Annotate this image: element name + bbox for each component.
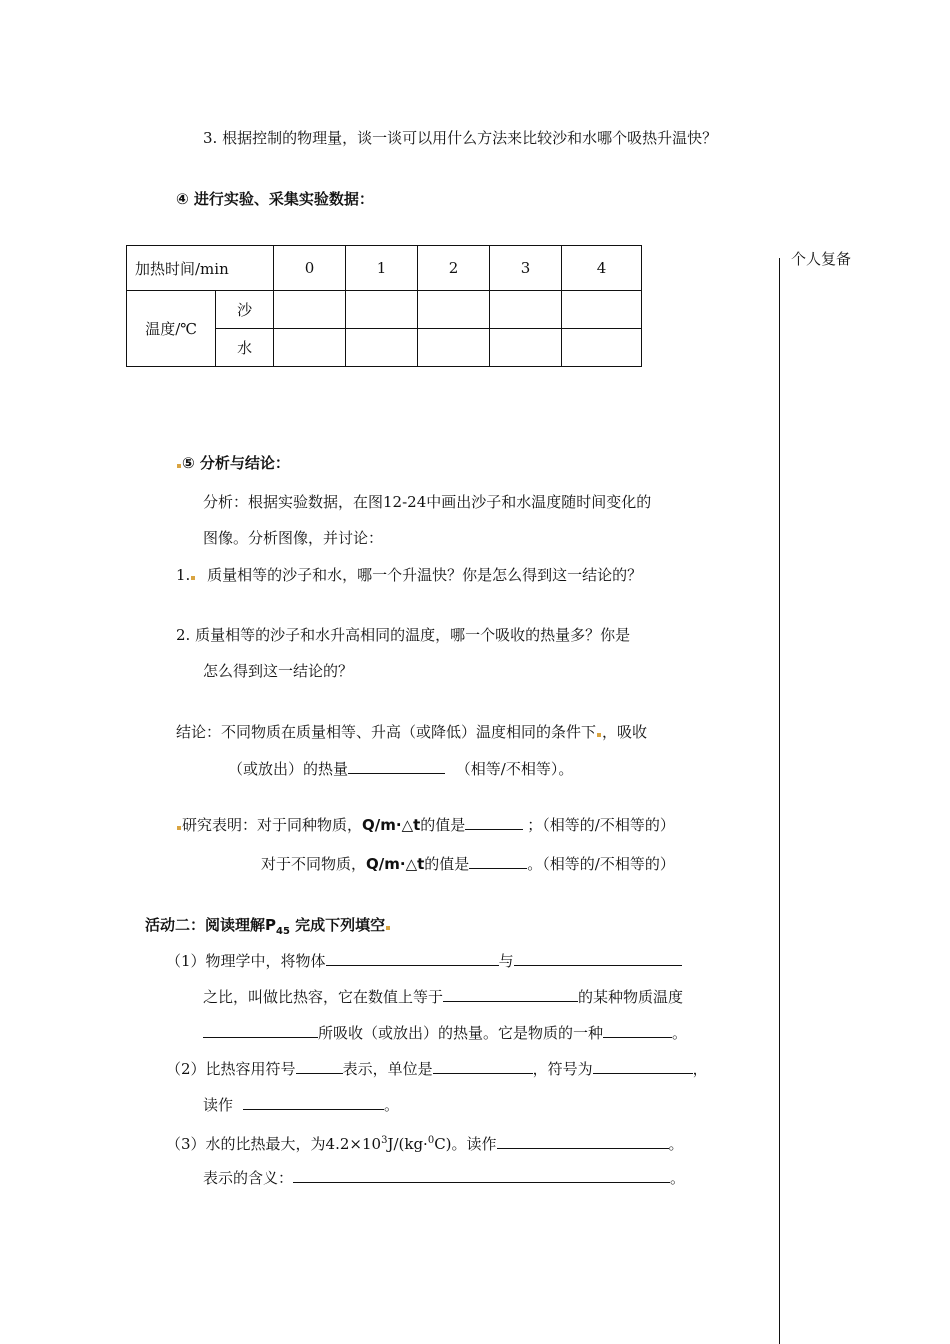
activity-2-title: 活动二：阅读理解$P_{45}$ 完成下列填空 xyxy=(145,915,391,942)
fill-3-line-1: （3）水的比热最大，为$4.2\times 10^3J/(kg\cdot^0C)$。读作 。 xyxy=(166,1135,684,1153)
blank-field[interactable] xyxy=(469,854,527,869)
analysis-line-2: 图像。分析图像，并讨论： xyxy=(203,529,384,547)
blank-field[interactable] xyxy=(603,1023,672,1038)
table-temp-label: 温度/℃ xyxy=(127,291,216,367)
question-2-line-2: 怎么得到这一结论的？ xyxy=(203,662,354,680)
table-cell xyxy=(274,291,346,329)
table-time-1: 1 xyxy=(346,246,418,291)
table-row-water: 水 xyxy=(216,329,274,367)
question-3: 3. 根据控制的物理量，谈一谈可以用什么方法来比较沙和水哪个吸热升温快？ xyxy=(203,129,718,147)
table-cell xyxy=(562,291,642,329)
table-cell xyxy=(346,329,418,367)
sidebar-label: 个人复备 xyxy=(791,250,852,268)
edit-mark-icon xyxy=(177,826,181,830)
blank-field[interactable] xyxy=(443,987,578,1002)
blank-field[interactable] xyxy=(497,1134,669,1149)
step4-title: ④ 进行实验、采集实验数据： xyxy=(176,190,374,208)
edit-mark-icon xyxy=(191,576,195,580)
fill-2-line-1: （2）比热容用符号 表示，单位是 ，符号为 ， xyxy=(166,1060,708,1078)
data-table xyxy=(126,245,642,367)
table-cell xyxy=(418,291,490,329)
blank-field[interactable] xyxy=(433,1059,533,1074)
fill-1-line-3: 所吸收（或放出）的热量。它是物质的一种 。 xyxy=(203,1023,687,1043)
blank-field[interactable] xyxy=(293,1168,670,1183)
question-1: 1. 质量相等的沙子和水，哪一个升温快？你是怎么得到这一结论的？ xyxy=(176,566,643,584)
research-line-2: 对于不同物质，Q/m·△t的值是 。（相等的/不相等的） xyxy=(261,855,675,873)
analysis-line-1: 分析：根据实验数据，在图12-24中画出沙子和水温度随时间变化的 xyxy=(203,493,652,511)
blank-field[interactable] xyxy=(348,759,445,774)
table-cell xyxy=(490,291,562,329)
fill-1-line-1: （1）物理学中，将物体 与 xyxy=(166,951,682,971)
table-header-label: 加热时间/min xyxy=(127,246,274,291)
table-time-2: 2 xyxy=(418,246,490,291)
blank-field[interactable] xyxy=(465,815,523,830)
blank-field[interactable] xyxy=(514,951,682,966)
table-row-sand: 沙 xyxy=(216,291,274,329)
table-cell xyxy=(274,329,346,367)
fill-1-line-2: 之比，叫做比热容，它在数值上等于 的某种物质温度 xyxy=(203,988,684,1006)
blank-field[interactable] xyxy=(203,1023,318,1038)
table-cell xyxy=(418,329,490,367)
table-time-4: 4 xyxy=(562,246,642,291)
conclusion-line-1: 结论：不同物质在质量相等、升高（或降低）温度相同的条件下 ，吸收 xyxy=(176,723,648,741)
blank-field[interactable] xyxy=(296,1059,343,1074)
table-cell xyxy=(562,329,642,367)
margin-divider-line xyxy=(779,258,780,1344)
table-time-3: 3 xyxy=(490,246,562,291)
blank-field[interactable] xyxy=(243,1095,384,1110)
research-line-1: 研究表明：对于同种物质，Q/m·△t的值是 ；（相等的/不相等的） xyxy=(176,815,675,835)
blank-field[interactable] xyxy=(593,1059,693,1074)
table-cell xyxy=(490,329,562,367)
question-2-line-1: 2. 质量相等的沙子和水升高相同的温度，哪一个吸收的热量多？你是 xyxy=(176,626,631,644)
edit-mark-icon xyxy=(386,926,390,930)
fill-3-line-2: 表示的含义： 。 xyxy=(203,1169,686,1187)
table-cell xyxy=(346,291,418,329)
blank-field[interactable] xyxy=(326,951,499,966)
fill-2-line-2: 读作 。 xyxy=(203,1096,400,1114)
step5-title: ⑤ 分析与结论： xyxy=(176,453,290,473)
edit-mark-icon xyxy=(597,733,601,737)
edit-mark-icon xyxy=(177,464,181,468)
table-time-0: 0 xyxy=(274,246,346,291)
conclusion-line-2: （或放出）的热量 （相等/不相等）。 xyxy=(228,760,574,778)
